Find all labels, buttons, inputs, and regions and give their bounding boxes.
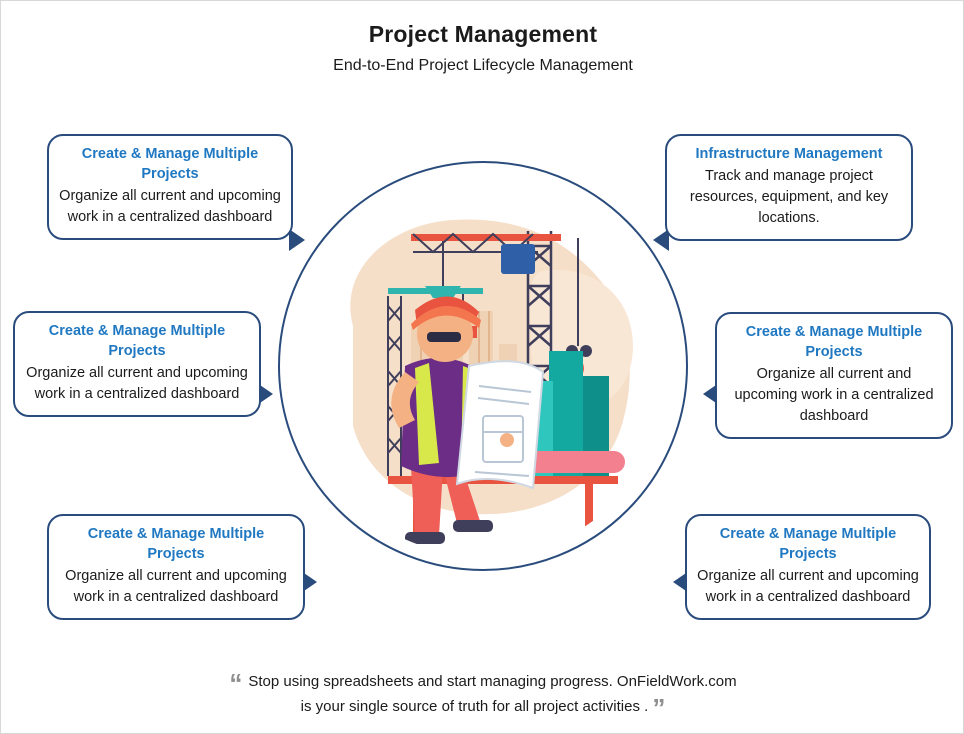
footer-quote-text-2: is your single source of truth for all project activities . xyxy=(300,698,649,715)
footer-quote-text-1: Stop using spreadsheets and start managing progress. OnFieldWork.com xyxy=(248,673,737,690)
page-title: Project Management xyxy=(368,21,598,47)
callout-body: Track and manage project resources, equipment, and key locations. xyxy=(689,168,889,226)
close-quote-icon: ” xyxy=(652,693,666,723)
construction-worker-blueprint-icon xyxy=(293,176,673,556)
callout-title: Create & Manage Multiple Projects xyxy=(719,526,897,562)
callout-title: Create & Manage Multiple Projects xyxy=(81,146,259,182)
callout-title: Create & Manage Multiple Projects xyxy=(745,324,923,360)
callout-title: Create & Manage Multiple Projects xyxy=(87,526,265,562)
callout-card-create-manage-projects-bottom-left[interactable] xyxy=(47,514,305,620)
callout-title: Create & Manage Multiple Projects xyxy=(48,323,226,359)
footer-quote-line-1 xyxy=(1,668,964,698)
callout-card-create-manage-projects-mid-left[interactable] xyxy=(13,311,261,417)
callout-title: Infrastructure Management xyxy=(695,146,883,162)
open-quote-icon: “ xyxy=(229,668,243,698)
page-subtitle: End-to-End Project Lifecycle Management xyxy=(333,57,633,74)
callout-body: Organize all current and upcoming work in a centralized dashboard xyxy=(697,568,919,605)
callout-card-create-manage-projects-top-left[interactable] xyxy=(47,134,293,240)
callout-card-create-manage-projects-bottom-right[interactable] xyxy=(685,514,931,620)
callout-tail xyxy=(289,229,305,251)
callout-card-infrastructure-management[interactable] xyxy=(665,134,913,241)
callout-body: Organize all current and upcoming work in a centralized dashboard xyxy=(26,365,248,402)
footer-quote xyxy=(1,668,964,723)
callout-body: Organize all current and upcoming work in a centralized dashboard xyxy=(59,188,281,225)
callout-card-create-manage-projects-mid-right[interactable] xyxy=(715,312,953,439)
callout-body: Organize all current and upcoming work in a centralized dashboard xyxy=(734,366,934,424)
footer-quote-line-2 xyxy=(1,693,964,723)
callout-body: Organize all current and upcoming work in a centralized dashboard xyxy=(65,568,287,605)
